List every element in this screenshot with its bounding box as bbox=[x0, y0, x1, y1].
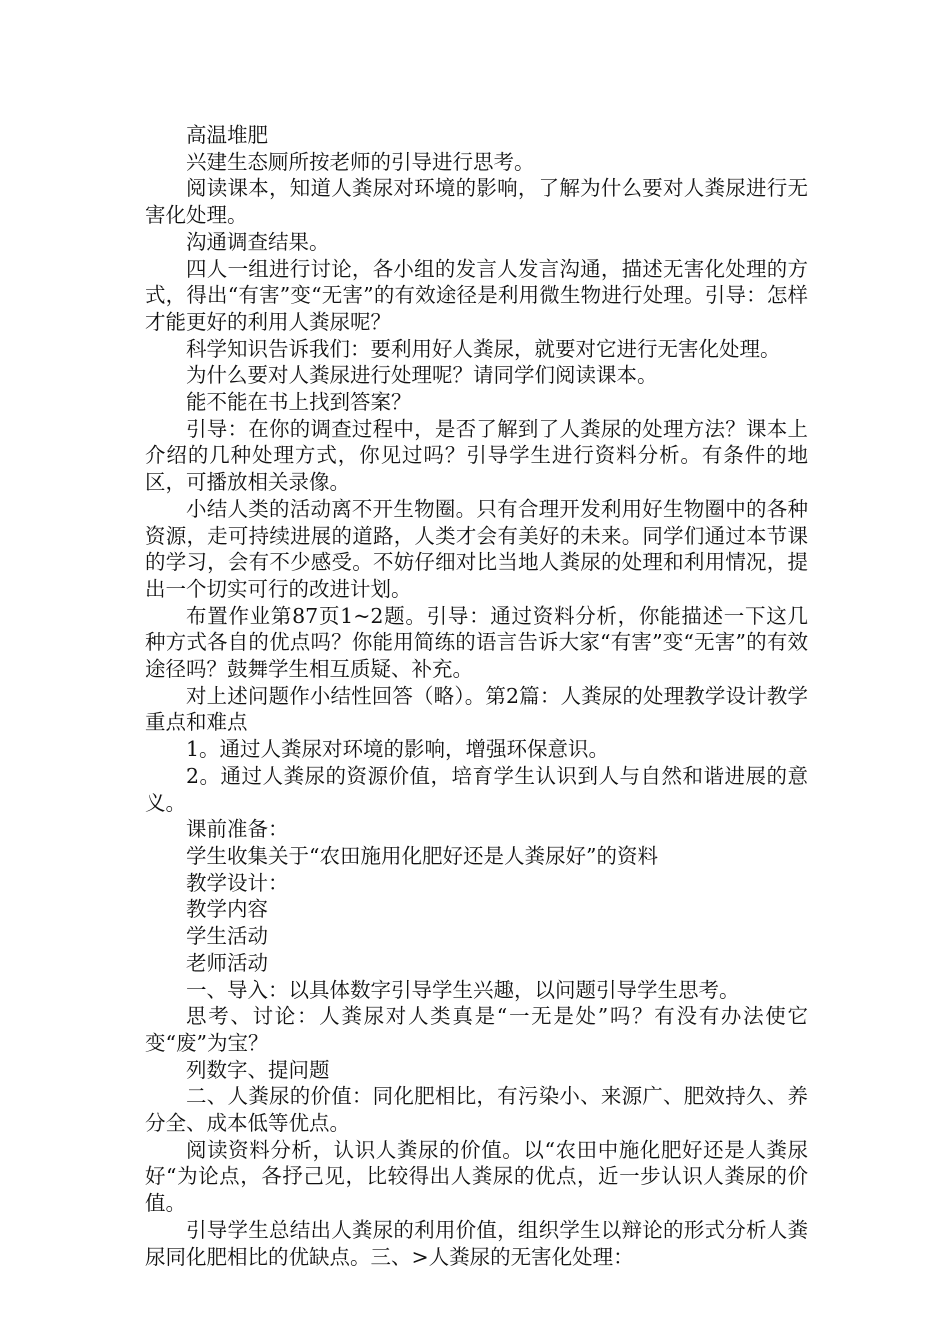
paragraph: 引导：在你的调查过程中，是否了解到了人粪尿的处理方法？课本上介绍的几种处理方式，你见过吗？引导学生进行资料分析。有条件的地区，可播放相关录像。 bbox=[145, 416, 808, 495]
paragraph: 布置作业第87页1~2题。引导：通过资料分析，你能描述一下这几种方式各自的优点吗？你能用简练的语言告诉大家“有害”变“无害”的有效途径吗？鼓舞学生相互质疑、补充。 bbox=[145, 603, 808, 682]
paragraph: 兴建生态厕所按老师的引导进行思考。 bbox=[186, 149, 535, 174]
paragraph: 2。通过人粪尿的资源价值，培育学生认识到人与自然和谐进展的意义。 bbox=[145, 763, 808, 815]
paragraph: 课前准备： bbox=[186, 817, 289, 842]
document-body bbox=[145, 122, 808, 1270]
paragraph: 思考、讨论：人粪尿对人类真是“一无是处”吗？有没有办法使它变“废”为宝？ bbox=[145, 1004, 808, 1055]
paragraph: 学生收集关于“农田施用化肥好还是人粪尿好”的资料 bbox=[186, 843, 658, 868]
paragraph: 老师活动 bbox=[186, 950, 268, 975]
paragraph: 科学知识告诉我们：要利用好人粪尿，就要对它进行无害化处理。 bbox=[186, 336, 781, 361]
paragraph: 一、导入：以具体数字引导学生兴趣，以问题引导学生思考。 bbox=[186, 977, 740, 1002]
paragraph: 对上述问题作小结性回答（略）。第2篇：人粪尿的处理教学设计教学重点和难点 bbox=[145, 683, 808, 735]
paragraph: 教学内容 bbox=[186, 897, 268, 922]
paragraph: 沟通调查结果。 bbox=[186, 229, 330, 254]
paragraph: 高温堆肥 bbox=[186, 123, 268, 147]
paragraph: 阅读课本，知道人粪尿对环境的影响，了解为什么要对人粪尿进行无害化处理。 bbox=[145, 176, 808, 228]
paragraph: 四人一组进行讨论，各小组的发言人发言沟通，描述无害化处理的方式，得出“有害”变“无害”的有效途径是利用微生物进行处理。引导：怎样才能更好的利用人粪尿呢？ bbox=[145, 256, 808, 334]
paragraph: 小结人类的活动离不开生物圈。只有合理开发利用好生物圈中的各种资源，走可持续进展的道路，人类才会有美好的未来。同学们通过本节课的学习，会有不少感受。不妨仔细对比当地人粪尿的处理和利用情况，提出一个切实可行的改进计划。 bbox=[145, 496, 808, 601]
paragraph: 阅读资料分析，认识人粪尿的价值。以“农田中施化肥好还是人粪尿好“为论点，各抒己见，比较得出人粪尿的优点，近一步认识人粪尿的价值。 bbox=[145, 1137, 808, 1216]
paragraph: 教学设计： bbox=[186, 870, 289, 895]
paragraph: 二、人粪尿的价值：同化肥相比，有污染小、来源广、肥效持久、养分全、成本低等优点。 bbox=[145, 1084, 808, 1136]
paragraph: 1。通过人粪尿对环境的影响，增强环保意识。 bbox=[186, 737, 610, 762]
paragraph: 为什么要对人粪尿进行处理呢？请同学们阅读课本。 bbox=[186, 363, 658, 388]
paragraph: 列数字、提问题 bbox=[186, 1057, 330, 1082]
paragraph: 学生活动 bbox=[186, 924, 268, 949]
paragraph: 能不能在书上找到答案？ bbox=[186, 390, 412, 415]
paragraph: 引导学生总结出人粪尿的利用价值，组织学生以辩论的形式分析人粪尿同化肥相比的优缺点。三、>人粪尿的无害化处理： bbox=[145, 1217, 808, 1269]
